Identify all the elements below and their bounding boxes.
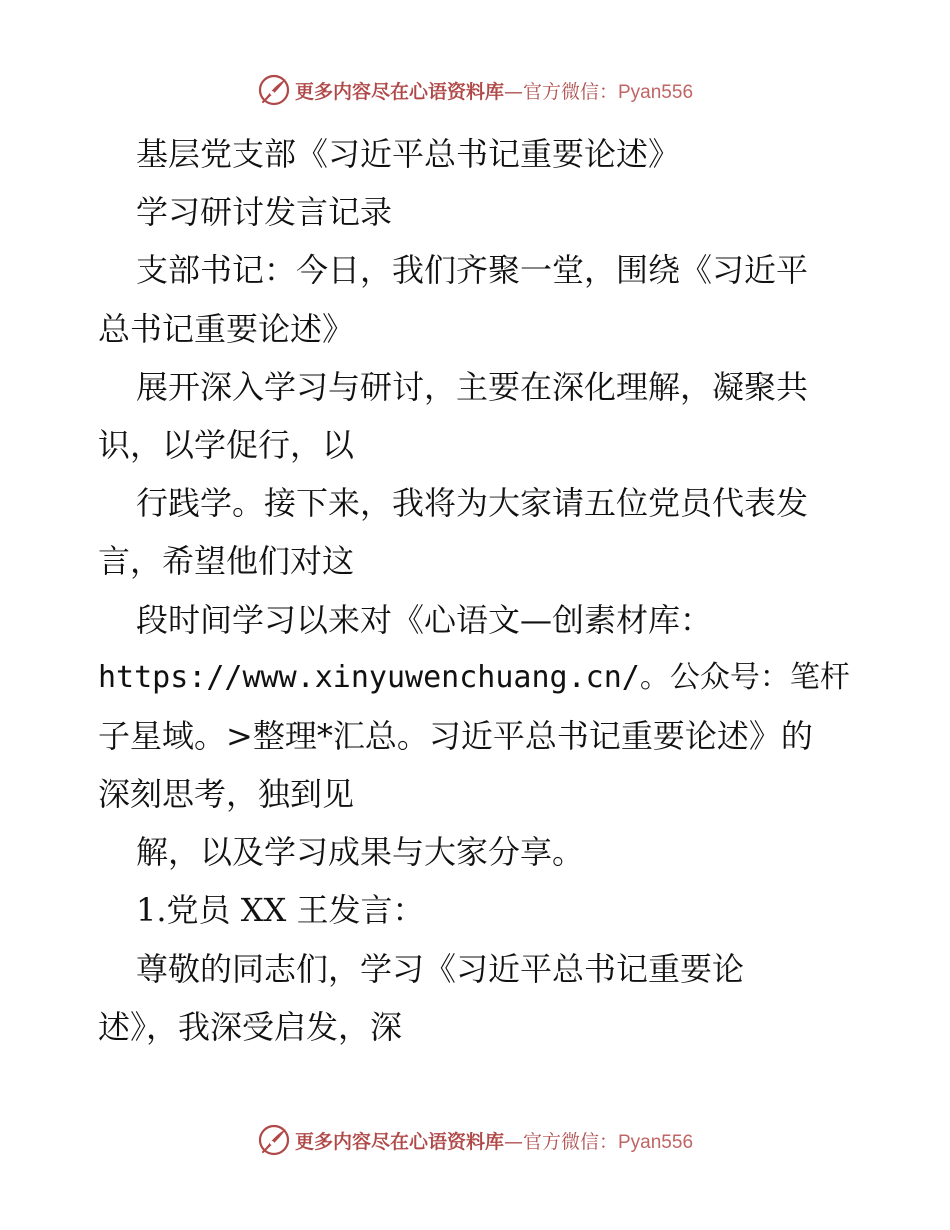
banner-wechat-label: —官方微信：	[503, 1130, 618, 1153]
feather-pen-circle-icon	[257, 73, 291, 107]
doc-paragraph-line: 识，以学促行，以	[98, 425, 355, 464]
doc-paragraph-line: 尊敬的同志们，学习《习近平总书记重要论	[136, 949, 745, 988]
banner-text	[295, 77, 693, 104]
doc-title-line-2: 学习研讨发言记录	[136, 193, 393, 232]
document-body	[98, 125, 858, 1056]
banner-site-name: 更多内容尽在心语资料库	[294, 1130, 504, 1153]
banner-wechat-id: Pyan556	[618, 1131, 694, 1153]
doc-paragraph-line: 言，希望他们对这	[98, 542, 355, 581]
doc-section-heading: 1.党员 XX 王发言：	[136, 891, 425, 930]
doc-title-line-1: 基层党支部《习近平总书记重要论述》	[136, 135, 681, 173]
banner-wechat-id: Pyan556	[618, 81, 694, 103]
banner-wechat-label: —官方微信：	[503, 80, 618, 103]
doc-paragraph-line: 解，以及学习成果与大家分享。	[136, 833, 585, 872]
doc-paragraph-line: 述》，我深受启发，深	[98, 1007, 403, 1046]
doc-paragraph-line: 段时间学习以来对《心语文—创素材库：	[136, 600, 713, 639]
banner-text	[295, 1127, 693, 1154]
feather-pen-circle-icon	[257, 1123, 291, 1157]
doc-paragraph-line: 子星域。>整理*汇总。习近平总书记重要论述》的	[98, 716, 813, 755]
doc-paragraph-line: 总书记重要论述》	[98, 309, 355, 348]
doc-url-line: https://www.xinyuwenchuang.cn/。公众号：笔杆	[98, 659, 850, 695]
doc-paragraph-line: 支部书记：今日，我们齐聚一堂，围绕《习近平	[136, 251, 809, 290]
header-banner	[0, 70, 950, 110]
doc-paragraph-line: 行践学。接下来，我将为大家请五位党员代表发	[136, 484, 809, 523]
banner-site-name: 更多内容尽在心语资料库	[294, 80, 504, 103]
doc-paragraph-line: 展开深入学习与研讨，主要在深化理解，凝聚共	[136, 367, 809, 406]
footer-banner	[0, 1120, 950, 1160]
doc-paragraph-line: 深刻思考，独到见	[98, 775, 355, 814]
